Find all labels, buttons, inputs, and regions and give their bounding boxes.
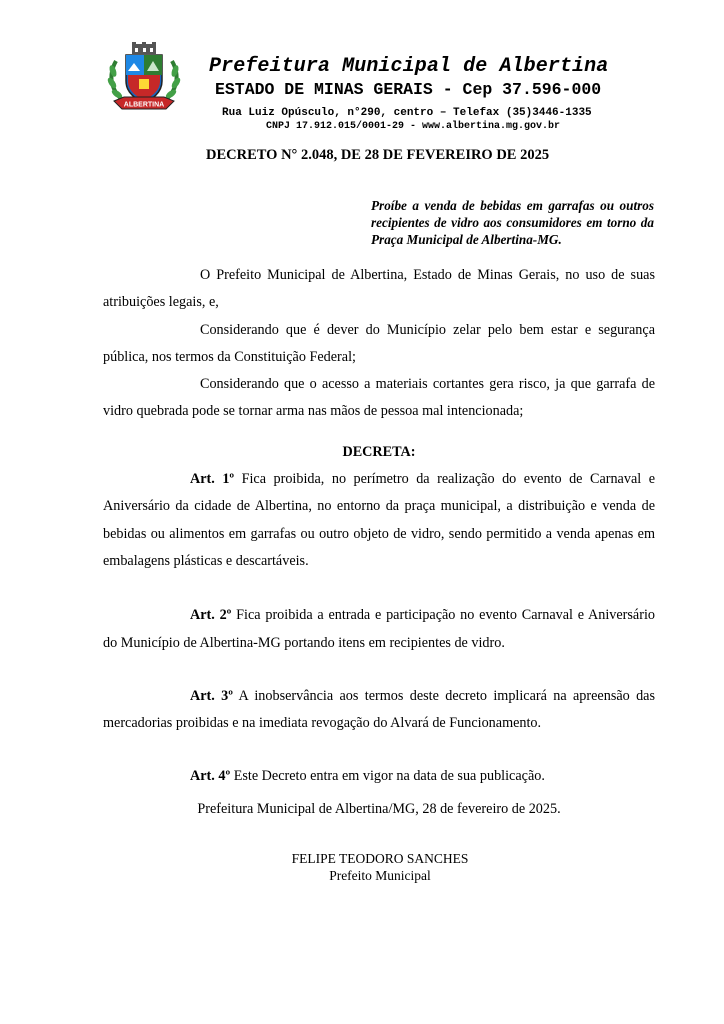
considering-paragraph-1: Considerando que é dever do Município zelar pelo bem estar e segurança pública, nos termos da Constituição Federal; bbox=[103, 321, 655, 365]
svg-text:ALBERTINA: ALBERTINA bbox=[123, 101, 165, 109]
header-state-line: ESTADO DE MINAS GERAIS - Cep 37.596-000 bbox=[215, 80, 602, 99]
header-title: Prefeitura Municipal de Albertina bbox=[209, 55, 609, 78]
decree-title: DECRETO N° 2.048, DE 28 DE FEVEREIRO DE 2025 bbox=[206, 147, 550, 163]
article-2-text: Fica proibida a entrada e participação no evento Carnaval e Aniversário do Município de Albertina-MG portando itens em recipientes de vidro. bbox=[103, 607, 655, 651]
article-3-text: A inobservância aos termos deste decreto implicará na apreensão das mercadorias proibidas e na imediata revogação do Alvará de Funcionamento. bbox=[103, 687, 655, 732]
closing-place-date: Prefeitura Municipal de Albertina/MG, 28 de fevereiro de 2025. bbox=[197, 800, 561, 817]
albertina-coat-of-arms-icon bbox=[104, 41, 184, 113]
article-3-label: Art. 3º bbox=[190, 687, 233, 704]
decree-body bbox=[103, 262, 655, 823]
signatory-role: Prefeito Municipal bbox=[329, 868, 431, 883]
article-1-label: Art. 1º bbox=[190, 471, 235, 488]
header-cnpj-line: CNPJ 17.912.015/0001-29 - www.albertina.mg.gov.br bbox=[266, 121, 561, 132]
preamble-paragraph: O Prefeito Municipal de Albertina, Estado de Minas Gerais, no uso de suas atribuições legais, e, bbox=[103, 267, 655, 311]
article-2-label: Art. 2º bbox=[190, 607, 232, 624]
decree-ementa: Proíbe a venda de bebidas em garrafas ou outros recipientes de vidro aos consumidores em torno da Praça Municipal de Albertina-MG. bbox=[371, 198, 654, 247]
article-3 bbox=[103, 683, 655, 738]
article-1 bbox=[103, 466, 655, 575]
article-4 bbox=[103, 763, 655, 790]
article-4-text: Este Decreto entra em vigor na data de sua publicação. bbox=[230, 768, 545, 785]
signatory-name: FELIPE TEODORO SANCHES bbox=[291, 851, 469, 866]
article-1-text: Fica proibida, no perímetro da realização do evento de Carnaval e Aniversário da cidade de Albertina, no entorno da praça municipal, a distribuição e venda de bebidas ou alimentos em garrafas ou outro objeto de vidro, sendo permitido a venda apenas em embalagens plásticas e descartáveis. bbox=[103, 471, 655, 569]
considering-paragraph-2: Considerando que o acesso a materiais cortantes gera risco, ja que garrafa de vidro quebrada pode se tornar arma nas mãos de pessoa mal intencionada; bbox=[103, 376, 655, 420]
article-2 bbox=[103, 602, 655, 657]
decreta-heading: DECRETA: bbox=[342, 443, 416, 460]
header-address-line: Rua Luiz Opúsculo, n°290, centro – Telefax (35)3446-1335 bbox=[222, 107, 592, 119]
article-4-label: Art. 4º bbox=[190, 768, 231, 785]
